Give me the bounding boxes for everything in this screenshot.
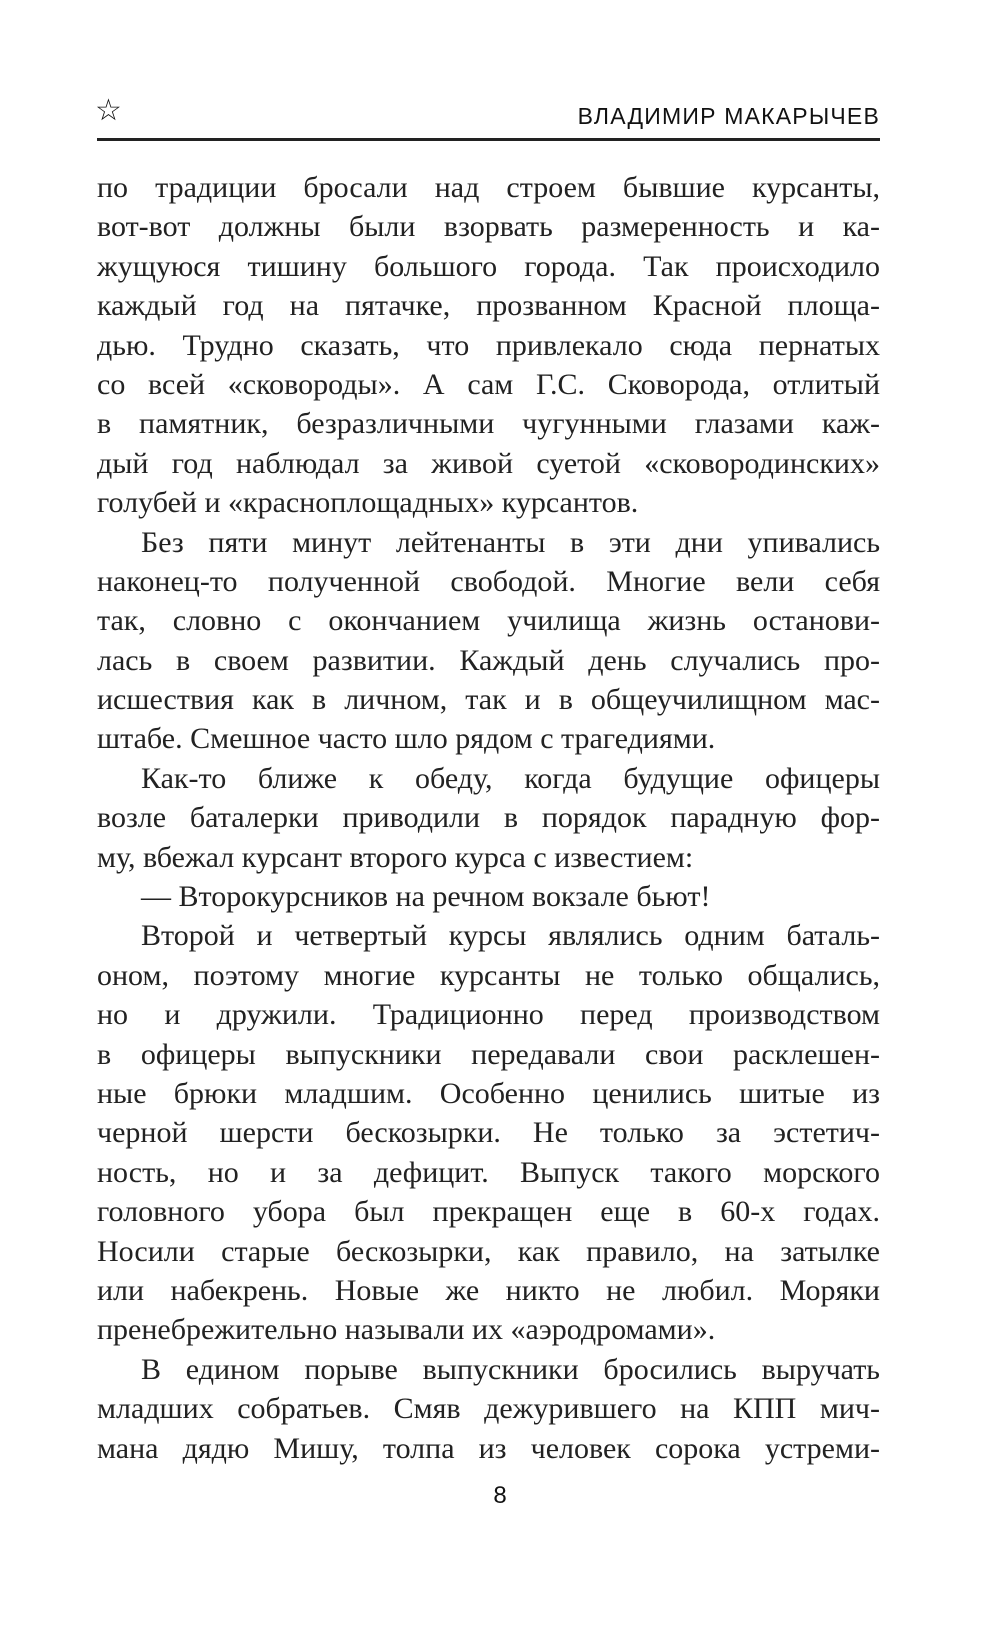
paragraph <box>97 168 880 523</box>
text-line: исшествия как в личном, так и в общеучилищном мас- <box>97 683 880 717</box>
paragraph <box>97 877 880 916</box>
text-line: дый год наблюдал за живой суетой «сковородинских» <box>97 446 880 480</box>
text-line: наконец-то полученной свободой. Многие вели себя <box>97 564 880 598</box>
text-line: дью. Трудно сказать, что привлекало сюда пернатых <box>97 328 880 362</box>
text-line: в памятник, безразличными чугунными глазами каж- <box>97 407 880 441</box>
text-line: пренебрежительно называли их «аэродромами». <box>97 1313 716 1347</box>
text-line: или набекрень. Новые же никто не любил. Моряки <box>97 1273 880 1307</box>
text-line: каждый год на пятачке, прозванном Красной площа- <box>97 289 880 323</box>
text-line: ность, но и за дефицит. Выпуск такого морского <box>97 1155 880 1189</box>
body-text <box>97 168 880 1468</box>
paragraph <box>97 523 880 759</box>
paragraph <box>97 1350 880 1468</box>
text-line: возле баталерки приводили в порядок парадную фор- <box>97 801 880 835</box>
text-line: лась в своем развитии. Каждый день случались про- <box>97 643 880 677</box>
text-line: в офицеры выпускники передавали свои расклешен- <box>97 1037 880 1071</box>
text-line: — Второкурсников на речном вокзале бьют! <box>141 880 711 914</box>
text-line: ные брюки младшим. Особенно ценились шитые из <box>97 1076 880 1110</box>
text-line: со всей «сковороды». А сам Г.С. Сковорода, отлитый <box>97 367 880 401</box>
star-icon: ☆ <box>95 93 122 128</box>
running-head-author: ВЛАДИМИР МАКАРЫЧЕВ <box>577 103 880 129</box>
text-line: жущуюся тишину большого города. Так происходило <box>97 249 880 283</box>
text-line: вот-вот должны были взорвать размеренность и ка- <box>97 210 880 244</box>
text-line: му, вбежал курсант второго курса с известием: <box>97 840 694 874</box>
paragraph <box>97 916 880 1349</box>
text-line: Как-то ближе к обеду, когда будущие офицеры <box>141 761 880 795</box>
header-rule <box>97 138 880 141</box>
text-line: оном, поэтому многие курсанты не только общались, <box>97 958 880 992</box>
text-line: Носили старые бескозырки, как правило, на затылке <box>97 1234 880 1268</box>
page-number: 8 <box>493 1482 507 1509</box>
text-line: голубей и «красноплощадных» курсантов. <box>97 486 639 520</box>
paragraph <box>97 759 880 877</box>
text-line: но и дружили. Традиционно перед производством <box>97 998 880 1032</box>
text-line: мана дядю Мишу, толпа из человек сорока устреми- <box>97 1431 880 1465</box>
text-line: штабе. Смешное часто шло рядом с трагедиями. <box>97 722 716 756</box>
text-line: В едином порыве выпускники бросились выручать <box>141 1352 880 1386</box>
text-line: головного убора был прекращен еще в 60-х годах. <box>97 1195 880 1229</box>
text-line: младших собратьев. Смяв дежурившего на КПП мич- <box>97 1392 880 1426</box>
text-line: так, словно с окончанием училища жизнь останови- <box>97 604 880 638</box>
text-line: Без пяти минут лейтенанты в эти дни упивались <box>141 525 880 559</box>
text-line: Второй и четвертый курсы являлись одним баталь- <box>141 919 880 953</box>
text-line: черной шерсти бескозырки. Не только за эстетич- <box>97 1116 880 1150</box>
text-line: по традиции бросали над строем бывшие курсанты, <box>97 171 880 204</box>
